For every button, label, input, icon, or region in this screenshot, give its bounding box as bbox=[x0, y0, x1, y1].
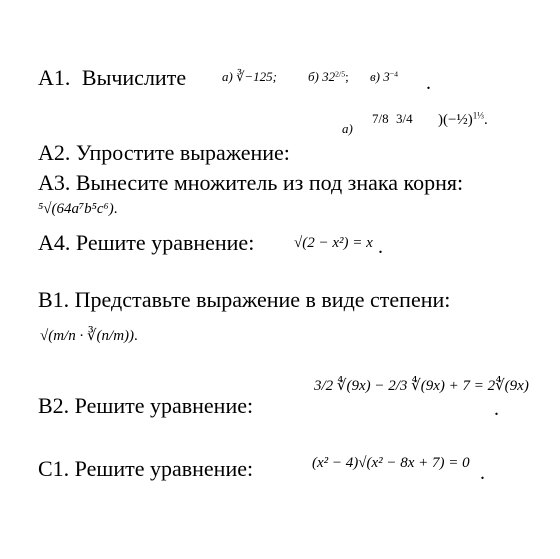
task-a1-end: . bbox=[426, 72, 431, 94]
task-a2-math-b: )(−½)$^{1\frac{1}{3}}$. bbox=[438, 110, 488, 128]
task-a4-math: √(2 − x²) = x bbox=[294, 235, 373, 251]
task-a1-math-b: б) $32^{2/5}$; bbox=[308, 69, 349, 84]
task-b2-math: 3/2 ∜(9x) − 2/3 ∜(9x) + 7 = 2∜(9x) bbox=[314, 378, 529, 394]
task-a3-text: A3. Вынесите множитель из под знака корня: bbox=[38, 170, 464, 195]
task-a4 bbox=[38, 232, 254, 254]
task-a3 bbox=[38, 172, 463, 194]
task-a2-math-a: а) bbox=[342, 121, 353, 136]
task-b1-text: B1. Представьте выражение в виде степени: bbox=[38, 287, 451, 312]
task-b2-text: B2. Решите уравнение: bbox=[38, 393, 254, 418]
task-b2-end: . bbox=[494, 398, 499, 420]
task-a3-math: ⁵√(64a⁷b⁵c⁶). bbox=[38, 201, 118, 217]
task-a2-math-frac2: 3/4 bbox=[396, 111, 413, 126]
task-a1-math-a: а) ∛−125; bbox=[222, 69, 277, 84]
task-a2-text: A2. Упростите выражение: bbox=[38, 140, 290, 165]
task-a1-math-c: в) $3^{-4}$ bbox=[370, 69, 399, 84]
task-a2-math-frac1: 7/8 bbox=[372, 111, 389, 126]
task-c1-end: . bbox=[480, 462, 485, 484]
task-a1-label: A1. bbox=[38, 65, 71, 90]
task-a4-text: A4. Решите уравнение: bbox=[38, 230, 255, 255]
task-b2 bbox=[38, 395, 253, 417]
task-c1 bbox=[38, 458, 253, 480]
task-c1-text: C1. Решите уравнение: bbox=[38, 456, 254, 481]
task-a1-text: Вычислите bbox=[81, 65, 187, 90]
task-a2 bbox=[38, 142, 290, 164]
task-b1-math: √(m/n · ∛(n/m)). bbox=[40, 328, 138, 344]
task-b1 bbox=[38, 289, 450, 311]
task-c1-math: (x² − 4)√(x² − 8x + 7) = 0 bbox=[312, 455, 470, 471]
task-a1 bbox=[38, 67, 186, 89]
task-a4-end: . bbox=[378, 236, 383, 258]
